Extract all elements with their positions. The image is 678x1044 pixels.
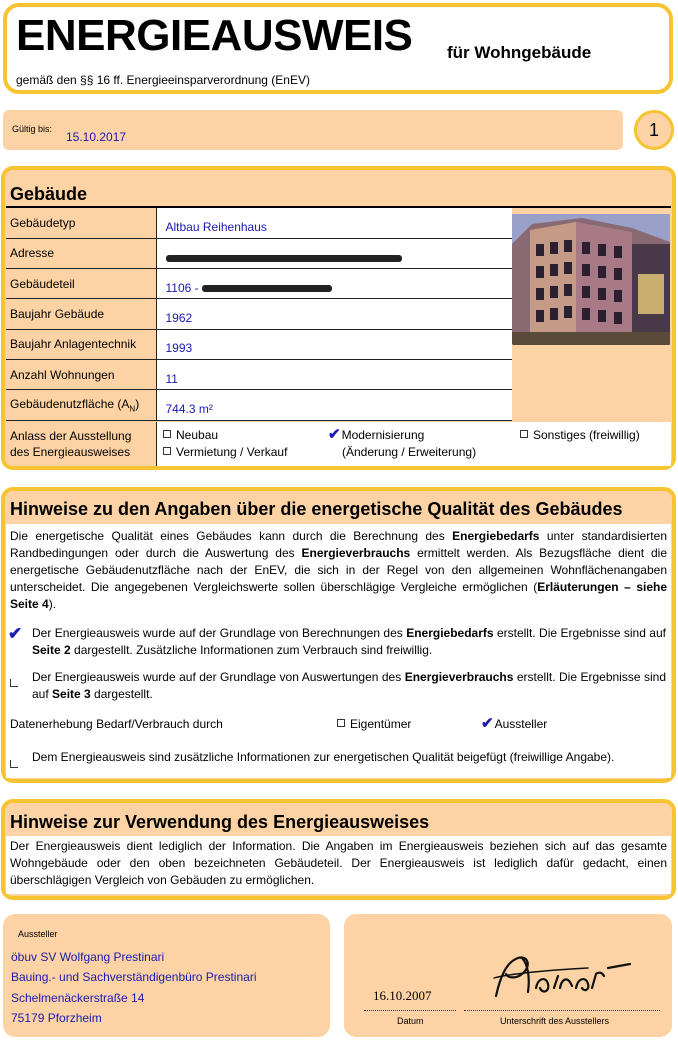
page-number-badge: 1 bbox=[634, 110, 674, 150]
additional-info-option bbox=[32, 750, 614, 764]
units-count-value: 11 bbox=[156, 359, 512, 389]
checkbox-empty-icon[interactable] bbox=[163, 447, 171, 455]
row-label: Baujahr Anlagentechnik bbox=[6, 329, 156, 359]
text-run-bold: Seite 3 bbox=[52, 687, 91, 701]
issuer-label: Aussteller bbox=[18, 929, 58, 939]
option-eigentuemer[interactable] bbox=[337, 717, 411, 731]
option-neubau[interactable] bbox=[163, 428, 218, 442]
text-run-bold: Energieverbrauchs bbox=[301, 546, 411, 560]
occasion-label-line: des Energieausweises bbox=[10, 445, 131, 459]
row-label: Gebäudetyp bbox=[6, 208, 156, 238]
row-label: Baujahr Gebäude bbox=[6, 299, 156, 329]
area-label-end: ) bbox=[135, 396, 140, 411]
option-label: Modernisierung bbox=[341, 428, 425, 442]
occasion-label-line: Anlass der Ausstellung bbox=[10, 429, 132, 443]
issuer-line: Schelmenäckerstraße 14 bbox=[11, 991, 145, 1005]
text-run: Dem E bbox=[32, 750, 69, 764]
text-run-bold: Energieverbrauchs bbox=[404, 670, 514, 684]
row-label: Gebäudeteil bbox=[6, 269, 156, 299]
text-run: sind zusätzliche Informationen zur energetischen Qualität beigefügt (freiwillige Angabe). bbox=[145, 750, 615, 764]
table-row bbox=[6, 238, 512, 268]
quality-notes-intro bbox=[10, 528, 667, 613]
text-run-bold: Seite 2 bbox=[32, 643, 71, 657]
text-run: erstellt. Die Ergebnisse sind auf bbox=[32, 670, 666, 701]
row-label: Adresse bbox=[6, 238, 156, 268]
table-row bbox=[6, 329, 512, 359]
data-collection-label: Datenerhebung Bedarf/Verbrauch durch bbox=[10, 717, 223, 731]
table-row bbox=[6, 208, 512, 238]
option-label: Aussteller bbox=[494, 717, 548, 731]
issue-date: 16.10.2007 bbox=[373, 988, 432, 1003]
text-run: erstellt. Die Ergebnisse sind auf bbox=[493, 626, 666, 640]
issuer-line: 75179 Pforzheim bbox=[11, 1011, 102, 1025]
text-run: dargestellt. Zusätzliche Informationen zum Verbrauch sind freiwillig. bbox=[70, 643, 433, 657]
area-label-sub: N bbox=[129, 404, 136, 414]
date-line bbox=[364, 1010, 456, 1011]
construction-year-value: 1962 bbox=[156, 299, 512, 329]
systems-year-value: 1993 bbox=[156, 329, 512, 359]
text-run: nergieausweis bbox=[68, 750, 146, 764]
checkbox-empty-icon[interactable] bbox=[520, 430, 528, 438]
text-run-bold: Energiebedarfs bbox=[452, 529, 540, 543]
check-icon[interactable]: ✔ bbox=[8, 624, 23, 643]
table-row bbox=[6, 390, 512, 420]
option-modernisierung-detail: (Änderung / Erweiterung) bbox=[342, 445, 477, 459]
issuer-line: öbuv SV Wolfgang Prestinari bbox=[11, 950, 165, 964]
checkbox-empty-icon[interactable] bbox=[10, 675, 23, 693]
checkbox-empty-icon[interactable] bbox=[163, 430, 171, 438]
option-aussteller[interactable] bbox=[481, 714, 547, 732]
area-label-text: Gebäudenutzfläche (A bbox=[10, 396, 130, 411]
option-label: Neubau bbox=[176, 428, 219, 442]
option-modernisierung[interactable] bbox=[328, 425, 424, 443]
checkbox-empty-icon[interactable] bbox=[10, 756, 23, 774]
option-label: Eigentümer bbox=[350, 717, 412, 731]
handwritten-signature bbox=[488, 948, 638, 1008]
text-run: ). bbox=[48, 597, 57, 611]
document-title: ENERGIEAUSWEIS bbox=[16, 11, 413, 60]
validity-label: Gültig bis: bbox=[12, 124, 53, 134]
consumption-basis-option bbox=[32, 669, 666, 703]
address-value bbox=[156, 238, 512, 268]
option-sonstiges[interactable] bbox=[520, 428, 640, 442]
occasion-label bbox=[10, 428, 131, 460]
text-run: Der Energieausweis wurde auf der Grundlage von Auswertungen des bbox=[32, 670, 405, 684]
usage-notes-heading: Hinweise zur Verwendung des Energieausweises bbox=[10, 812, 430, 832]
date-caption: Datum bbox=[397, 1016, 424, 1026]
legal-basis: gemäß den §§ 16 ff. Energieeinsparverordnung (EnEV) bbox=[16, 73, 310, 87]
building-table bbox=[6, 208, 512, 421]
text-run: Die energetische Qualität eines Gebäudes kann durch die Berechnung des bbox=[10, 529, 453, 543]
row-label bbox=[6, 390, 156, 420]
signature-line bbox=[464, 1010, 660, 1011]
option-vermietung[interactable] bbox=[163, 445, 287, 459]
text-run: dargestellt. bbox=[90, 687, 153, 701]
quality-notes-heading: Hinweise zu den Angaben über die energetische Qualität des Gebäudes bbox=[10, 499, 623, 519]
usage-notes-text: Der Energieausweis dient lediglich der Information. Die Angaben im Energieausweis beziehen sich auf das gesamte Wohngebäude oder den oben bezeichneten Gebäudeteil. Der Energieausweis ist lediglich dafür gedacht, einen überschlägigen Vergleich von Gebäuden zu ermöglichen. bbox=[10, 839, 667, 887]
demand-basis-option bbox=[32, 625, 666, 659]
text-run: ermittelt werden. Als Bezugsfläche dient die energetische Gebäudenutzfläche nach der EnEV, die sich in der Regel von den allgemeinen Wohnflächenangaben unterscheidet. Die angegebenen Vergleichswerte sollen überschlägige Vergleiche ermöglichen ( bbox=[10, 546, 667, 594]
check-icon[interactable]: ✔ bbox=[481, 715, 494, 732]
check-icon[interactable]: ✔ bbox=[328, 426, 341, 443]
building-part-value bbox=[156, 269, 512, 299]
table-row bbox=[6, 269, 512, 299]
table-row bbox=[6, 299, 512, 329]
building-heading: Gebäude bbox=[10, 184, 88, 204]
text-run-bold: Energiebedarfs bbox=[406, 626, 494, 640]
text-run: unter standardisierten Randbedingungen oder durch die Auswertung des bbox=[10, 529, 667, 560]
building-photo bbox=[512, 214, 670, 345]
text-run: Der Energieausweis wurde auf der Grundlage von Berechnungen des bbox=[32, 626, 407, 640]
redaction-mark bbox=[202, 285, 332, 292]
option-label: Sonstiges (freiwillig) bbox=[533, 428, 640, 442]
issuer-line: Bauing.- und Sachverständigenbüro Prestinari bbox=[11, 970, 257, 984]
signature-caption: Unterschrift des Ausstellers bbox=[500, 1016, 610, 1026]
document-subtitle: für Wohngebäude bbox=[447, 43, 592, 62]
checkbox-empty-icon[interactable] bbox=[337, 719, 345, 727]
redaction-mark bbox=[166, 255, 402, 262]
validity-date: 15.10.2017 bbox=[66, 130, 127, 144]
text-run-bold: Erläuterungen – siehe Seite 4 bbox=[10, 580, 668, 611]
floor-area-value: 744.3 m² bbox=[156, 390, 512, 420]
table-row bbox=[6, 359, 512, 389]
building-part-text: 1106 - bbox=[165, 280, 199, 295]
row-label: Anzahl Wohnungen bbox=[6, 359, 156, 389]
building-type-value: Altbau Reihenhaus bbox=[156, 208, 512, 238]
option-label: Vermietung / Verkauf bbox=[176, 445, 288, 459]
